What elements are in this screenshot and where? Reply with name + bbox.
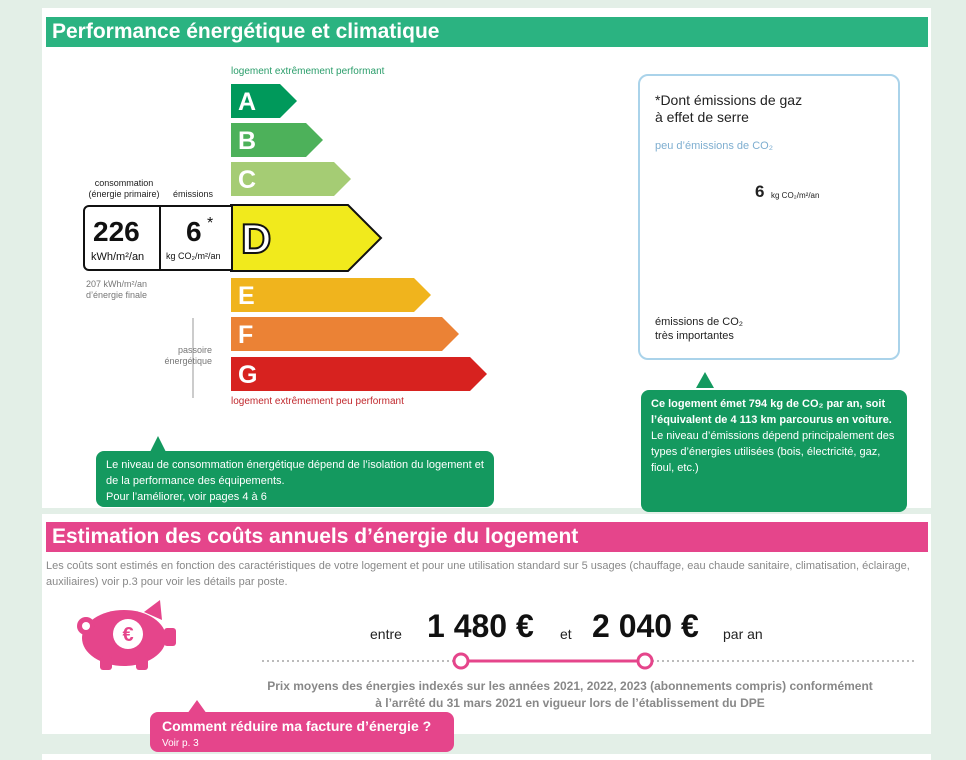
emissions-star: * — [207, 215, 214, 232]
dpe-bottom-label: logement extrêmement peu performant — [231, 396, 404, 407]
value-divider — [159, 207, 161, 269]
cost-heading: Estimation des coûts annuels d’énergie du logement — [46, 522, 928, 552]
dpe-class-b-letter: B — [238, 127, 257, 155]
performance-heading: Performance énergétique et climatique — [46, 17, 928, 47]
emissions-bubble-text: Le niveau d’émissions dépend principalement des types d’énergies utilisées (bois, électricité, gaz, fioul, etc.) — [651, 430, 895, 474]
dpe-class-a-letter: A — [238, 88, 257, 116]
bubble-pointer — [696, 372, 714, 388]
passoire-label: passoire énergétique — [164, 345, 212, 366]
emissions-label: émissions — [173, 189, 214, 199]
cost-intro: Les coûts sont estimés en fonction des caractéristiques de votre logement et pour une utilisation standard sur 5 usages (chauffage, eau chaude sanitaire, climatisation, éclairage, auxiliaires) voir p.3 pour voir les détails par poste. — [46, 560, 910, 588]
cost-per-year-label: par an — [723, 626, 763, 642]
cost-low-value: 1 480 € — [427, 608, 534, 644]
dpe-class-e-bar — [231, 278, 431, 312]
reduce-bill-link[interactable] — [150, 712, 454, 752]
co2-top-label: peu d’émissions de CO₂ — [655, 140, 773, 152]
consumption-unit: kWh/m²/an — [91, 251, 145, 263]
consumption-value: 226 — [93, 216, 140, 247]
final-energy-note: 207 kWh/m²/an d’énergie finale — [86, 279, 148, 300]
range-low-marker — [454, 654, 468, 668]
dpe-class-f-letter: F — [238, 321, 254, 349]
reduce-bill-subtitle: Voir p. 3 — [162, 738, 199, 749]
cost-and-label: et — [560, 626, 572, 642]
co2-bottom-label: émissions de CO₂ très importantes — [655, 316, 744, 342]
dpe-class-g-bar — [231, 357, 487, 391]
co2-value: 6 — [755, 182, 765, 201]
emissions-bubble-bold: Ce logement émet 794 kg de CO₂ par an, soit l’équivalent de 4 113 km parcourus en voiture. — [651, 398, 892, 426]
dpe-top-label: logement extrêmement performant — [231, 66, 385, 77]
dpe-class-d-letter: D — [241, 215, 272, 262]
svg-text:€: € — [122, 624, 134, 646]
dpe-class-e-letter: E — [238, 282, 255, 310]
emissions-value: 6 — [186, 216, 202, 247]
cost-range-bar — [260, 650, 920, 674]
dpe-class-f-bar — [231, 317, 459, 351]
dpe-class-g-letter: G — [238, 361, 258, 389]
range-high-marker — [638, 654, 652, 668]
consumption-info-bubble: Le niveau de consommation énergétique dépend de l’isolation du logement et de la performance des équipements. Pour l’améliorer, voir pages 4 à 6 — [96, 451, 494, 507]
cost-high-value: 2 040 € — [592, 608, 699, 644]
cost-price-note: Prix moyens des énergies indexés sur les années 2021, 2022, 2023 (abonnements compris) conformément à l’arrêté du 31 mars 2021 en vigueur lors de l’établissement du DPE — [267, 679, 873, 710]
bubble-pointer — [150, 436, 166, 452]
cost-between-label: entre — [370, 626, 402, 642]
reduce-bill-title: Comment réduire ma facture d’énergie ? — [162, 718, 432, 734]
piggy-bank-euro-icon — [72, 598, 178, 670]
emissions-unit: kg CO₂/m²/an — [166, 251, 221, 261]
co2-card-title: *Dont émissions de gaz à effet de serre — [655, 92, 803, 125]
dpe-class-c-letter: C — [238, 166, 257, 194]
co2-unit: kg CO₂/m²/an — [771, 191, 820, 200]
emissions-info-bubble — [641, 390, 907, 512]
consumption-label: consommation (énergie primaire) — [88, 178, 160, 199]
